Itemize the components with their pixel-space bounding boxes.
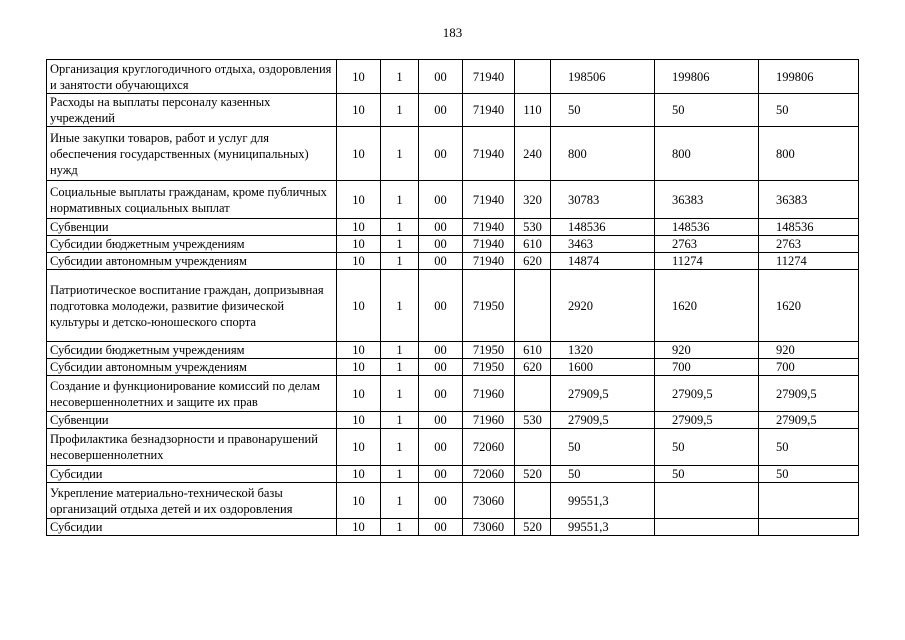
table-row <box>47 359 859 376</box>
amount-year2-cell: 2763 <box>655 236 759 253</box>
amount-year1-cell: 2920 <box>551 270 655 342</box>
section-cell: 10 <box>337 466 381 483</box>
program-cell: 00 <box>419 270 463 342</box>
name-cell: Иные закупки товаров, работ и услуг для обеспечения государственных (муниципальных) нужд <box>47 127 337 181</box>
table-row <box>47 181 859 219</box>
target-code-cell: 71940 <box>463 253 515 270</box>
section-cell: 10 <box>337 376 381 412</box>
target-code-cell: 71940 <box>463 94 515 127</box>
table-body <box>47 60 859 536</box>
name-cell: Субвенции <box>47 219 337 236</box>
expense-type-cell <box>515 270 551 342</box>
amount-year2-cell: 920 <box>655 342 759 359</box>
program-cell: 00 <box>419 60 463 94</box>
target-code-cell: 71950 <box>463 270 515 342</box>
amount-year1-cell: 50 <box>551 94 655 127</box>
table-row <box>47 412 859 429</box>
expense-type-cell: 320 <box>515 181 551 219</box>
program-cell: 00 <box>419 429 463 466</box>
amount-year3-cell: 11274 <box>759 253 859 270</box>
table-row <box>47 429 859 466</box>
target-code-cell: 71940 <box>463 127 515 181</box>
amount-year3-cell: 50 <box>759 466 859 483</box>
amount-year2-cell: 27909,5 <box>655 412 759 429</box>
amount-year2-cell: 148536 <box>655 219 759 236</box>
subsection-cell: 1 <box>381 219 419 236</box>
program-cell: 00 <box>419 359 463 376</box>
amount-year3-cell: 2763 <box>759 236 859 253</box>
table-row <box>47 60 859 94</box>
subsection-cell: 1 <box>381 236 419 253</box>
amount-year2-cell: 11274 <box>655 253 759 270</box>
expense-type-cell <box>515 60 551 94</box>
name-cell: Профилактика безнадзорности и правонарушений несовершеннолетних <box>47 429 337 466</box>
target-code-cell: 71940 <box>463 219 515 236</box>
table-row <box>47 519 859 536</box>
subsection-cell: 1 <box>381 60 419 94</box>
amount-year3-cell: 36383 <box>759 181 859 219</box>
subsection-cell: 1 <box>381 466 419 483</box>
name-cell: Субсидии <box>47 466 337 483</box>
section-cell: 10 <box>337 94 381 127</box>
amount-year1-cell: 1600 <box>551 359 655 376</box>
amount-year2-cell: 700 <box>655 359 759 376</box>
expense-type-cell: 620 <box>515 359 551 376</box>
table-row <box>47 483 859 519</box>
target-code-cell: 71950 <box>463 359 515 376</box>
amount-year1-cell: 14874 <box>551 253 655 270</box>
amount-year3-cell: 1620 <box>759 270 859 342</box>
section-cell: 10 <box>337 342 381 359</box>
amount-year3-cell: 700 <box>759 359 859 376</box>
expense-type-cell: 520 <box>515 466 551 483</box>
table-row <box>47 219 859 236</box>
amount-year3-cell: 27909,5 <box>759 412 859 429</box>
amount-year1-cell: 148536 <box>551 219 655 236</box>
amount-year2-cell: 36383 <box>655 181 759 219</box>
name-cell: Субсидии автономным учреждениям <box>47 253 337 270</box>
amount-year1-cell: 1320 <box>551 342 655 359</box>
subsection-cell: 1 <box>381 342 419 359</box>
amount-year2-cell: 1620 <box>655 270 759 342</box>
target-code-cell: 71940 <box>463 236 515 253</box>
target-code-cell: 71960 <box>463 412 515 429</box>
section-cell: 10 <box>337 253 381 270</box>
program-cell: 00 <box>419 181 463 219</box>
program-cell: 00 <box>419 519 463 536</box>
section-cell: 10 <box>337 181 381 219</box>
amount-year2-cell: 800 <box>655 127 759 181</box>
program-cell: 00 <box>419 412 463 429</box>
name-cell: Организация круглогодичного отдыха, оздоровления и занятости обучающихся <box>47 60 337 94</box>
amount-year1-cell: 27909,5 <box>551 376 655 412</box>
name-cell: Расходы на выплаты персоналу казенных учреждений <box>47 94 337 127</box>
amount-year1-cell: 800 <box>551 127 655 181</box>
amount-year1-cell: 3463 <box>551 236 655 253</box>
amount-year2-cell: 199806 <box>655 60 759 94</box>
section-cell: 10 <box>337 270 381 342</box>
amount-year1-cell: 50 <box>551 466 655 483</box>
subsection-cell: 1 <box>381 253 419 270</box>
target-code-cell: 71960 <box>463 376 515 412</box>
program-cell: 00 <box>419 376 463 412</box>
table-row <box>47 342 859 359</box>
amount-year3-cell: 800 <box>759 127 859 181</box>
subsection-cell: 1 <box>381 483 419 519</box>
table-row <box>47 94 859 127</box>
amount-year3-cell: 148536 <box>759 219 859 236</box>
name-cell: Субвенции <box>47 412 337 429</box>
target-code-cell: 72060 <box>463 429 515 466</box>
expense-type-cell: 240 <box>515 127 551 181</box>
amount-year1-cell: 99551,3 <box>551 483 655 519</box>
name-cell: Субсидии бюджетным учреждениям <box>47 236 337 253</box>
program-cell: 00 <box>419 466 463 483</box>
table-row <box>47 127 859 181</box>
expense-type-cell: 610 <box>515 236 551 253</box>
target-code-cell: 73060 <box>463 483 515 519</box>
target-code-cell: 73060 <box>463 519 515 536</box>
target-code-cell: 71940 <box>463 60 515 94</box>
program-cell: 00 <box>419 236 463 253</box>
target-code-cell: 71940 <box>463 181 515 219</box>
expense-type-cell: 110 <box>515 94 551 127</box>
amount-year1-cell: 30783 <box>551 181 655 219</box>
section-cell: 10 <box>337 359 381 376</box>
target-code-cell: 71950 <box>463 342 515 359</box>
amount-year1-cell: 50 <box>551 429 655 466</box>
subsection-cell: 1 <box>381 429 419 466</box>
subsection-cell: 1 <box>381 359 419 376</box>
expense-type-cell: 620 <box>515 253 551 270</box>
subsection-cell: 1 <box>381 270 419 342</box>
program-cell: 00 <box>419 127 463 181</box>
section-cell: 10 <box>337 127 381 181</box>
name-cell: Укрепление материально-технической базы организаций отдыха детей и их оздоровления <box>47 483 337 519</box>
table-row <box>47 236 859 253</box>
target-code-cell: 72060 <box>463 466 515 483</box>
section-cell: 10 <box>337 429 381 466</box>
subsection-cell: 1 <box>381 412 419 429</box>
section-cell: 10 <box>337 483 381 519</box>
section-cell: 10 <box>337 412 381 429</box>
subsection-cell: 1 <box>381 127 419 181</box>
section-cell: 10 <box>337 236 381 253</box>
expense-type-cell <box>515 483 551 519</box>
name-cell: Субсидии автономным учреждениям <box>47 359 337 376</box>
budget-table <box>46 59 859 536</box>
amount-year1-cell: 99551,3 <box>551 519 655 536</box>
amount-year3-cell: 920 <box>759 342 859 359</box>
expense-type-cell: 530 <box>515 219 551 236</box>
table-row <box>47 270 859 342</box>
expense-type-cell <box>515 376 551 412</box>
amount-year2-cell: 50 <box>655 429 759 466</box>
name-cell: Субсидии бюджетным учреждениям <box>47 342 337 359</box>
amount-year3-cell: 27909,5 <box>759 376 859 412</box>
program-cell: 00 <box>419 483 463 519</box>
amount-year3-cell: 199806 <box>759 60 859 94</box>
name-cell: Субсидии <box>47 519 337 536</box>
amount-year3-cell: 50 <box>759 94 859 127</box>
amount-year3-cell: 50 <box>759 429 859 466</box>
expense-type-cell <box>515 429 551 466</box>
amount-year1-cell: 27909,5 <box>551 412 655 429</box>
subsection-cell: 1 <box>381 181 419 219</box>
expense-type-cell: 520 <box>515 519 551 536</box>
page-number: 183 <box>442 25 463 40</box>
name-cell: Создание и функционирование комиссий по делам несовершеннолетних и защите их прав <box>47 376 337 412</box>
table-row <box>47 376 859 412</box>
name-cell: Патриотическое воспитание граждан, допризывная подготовка молодежи, развитие физической культуры и детско-юношеского спорта <box>47 270 337 342</box>
program-cell: 00 <box>419 219 463 236</box>
section-cell: 10 <box>337 60 381 94</box>
table-row <box>47 253 859 270</box>
amount-year2-cell: 50 <box>655 94 759 127</box>
subsection-cell: 1 <box>381 94 419 127</box>
amount-year2-cell <box>655 483 759 519</box>
amount-year2-cell: 27909,5 <box>655 376 759 412</box>
section-cell: 10 <box>337 519 381 536</box>
expense-type-cell: 530 <box>515 412 551 429</box>
expense-type-cell: 610 <box>515 342 551 359</box>
subsection-cell: 1 <box>381 376 419 412</box>
table-row <box>47 466 859 483</box>
section-cell: 10 <box>337 219 381 236</box>
amount-year1-cell: 198506 <box>551 60 655 94</box>
program-cell: 00 <box>419 342 463 359</box>
amount-year3-cell <box>759 483 859 519</box>
name-cell: Социальные выплаты гражданам, кроме публичных нормативных социальных выплат <box>47 181 337 219</box>
amount-year3-cell <box>759 519 859 536</box>
amount-year2-cell <box>655 519 759 536</box>
program-cell: 00 <box>419 94 463 127</box>
amount-year2-cell: 50 <box>655 466 759 483</box>
program-cell: 00 <box>419 253 463 270</box>
subsection-cell: 1 <box>381 519 419 536</box>
